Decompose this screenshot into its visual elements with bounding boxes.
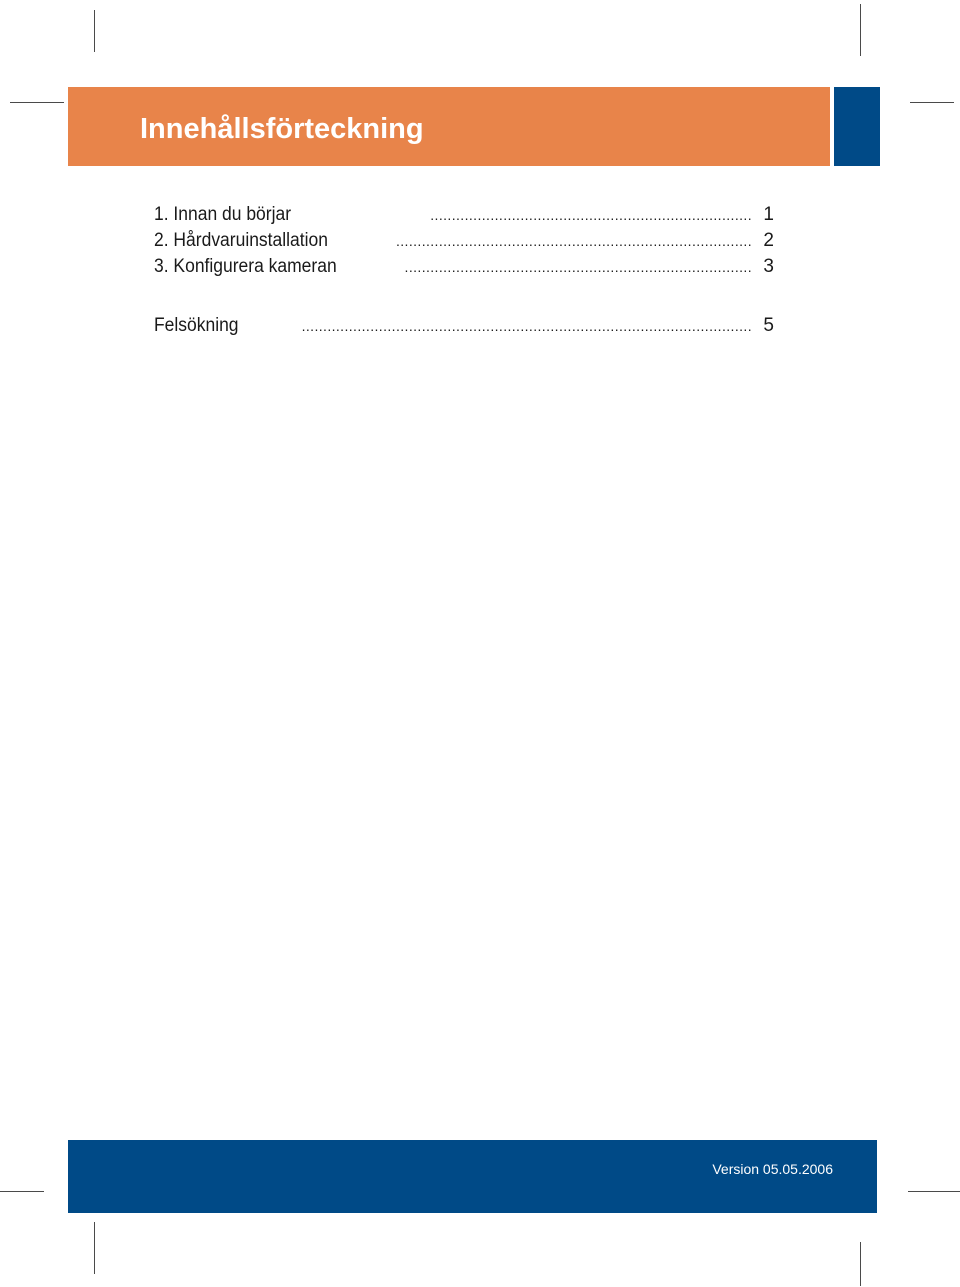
toc-leader-dots: ...........................................................................: [430, 207, 752, 223]
crop-mark-top-left-vertical: [94, 10, 95, 52]
crop-mark-top-right-vertical: [860, 4, 861, 56]
toc-entry-troubleshooting[interactable]: [154, 314, 774, 338]
crop-mark-top-left-horizontal: [10, 102, 64, 103]
version-label: Version 05.05.2006: [712, 1161, 833, 1177]
toc-entry-before-you-start[interactable]: [154, 203, 774, 227]
toc-entry-hardware-installation[interactable]: [154, 229, 774, 253]
toc-page-number: 3: [763, 256, 774, 277]
toc-page-number: 5: [763, 315, 774, 336]
footer-band: [68, 1140, 877, 1213]
toc-entry-label: 3. Konfigurera kameran: [154, 256, 337, 277]
crop-mark-bottom-right-vertical: [860, 1242, 861, 1286]
toc-leader-dots: ...................................................................................: [395, 233, 752, 249]
header-band: [68, 87, 830, 166]
toc-page-number: 1: [763, 204, 774, 225]
toc-entry-label: Felsökning: [154, 315, 239, 336]
page-title: Innehållsförteckning: [140, 113, 424, 145]
crop-mark-bottom-left-vertical: [94, 1222, 95, 1274]
header-tab-accent: [834, 87, 880, 166]
toc-leader-dots: .................................................................................: [404, 259, 752, 275]
toc-page-number: 2: [763, 230, 774, 251]
toc-entry-label: 1. Innan du börjar: [154, 204, 292, 225]
toc-leader-dots: .........................................................................................................: [301, 318, 752, 334]
toc-entry-configure-camera[interactable]: [154, 255, 774, 279]
toc-entry-label: 2. Hårdvaruinstallation: [154, 230, 328, 251]
crop-mark-bottom-left-horizontal: [0, 1191, 44, 1192]
crop-mark-top-right-horizontal: [910, 102, 954, 103]
crop-mark-bottom-right-horizontal: [908, 1191, 960, 1192]
